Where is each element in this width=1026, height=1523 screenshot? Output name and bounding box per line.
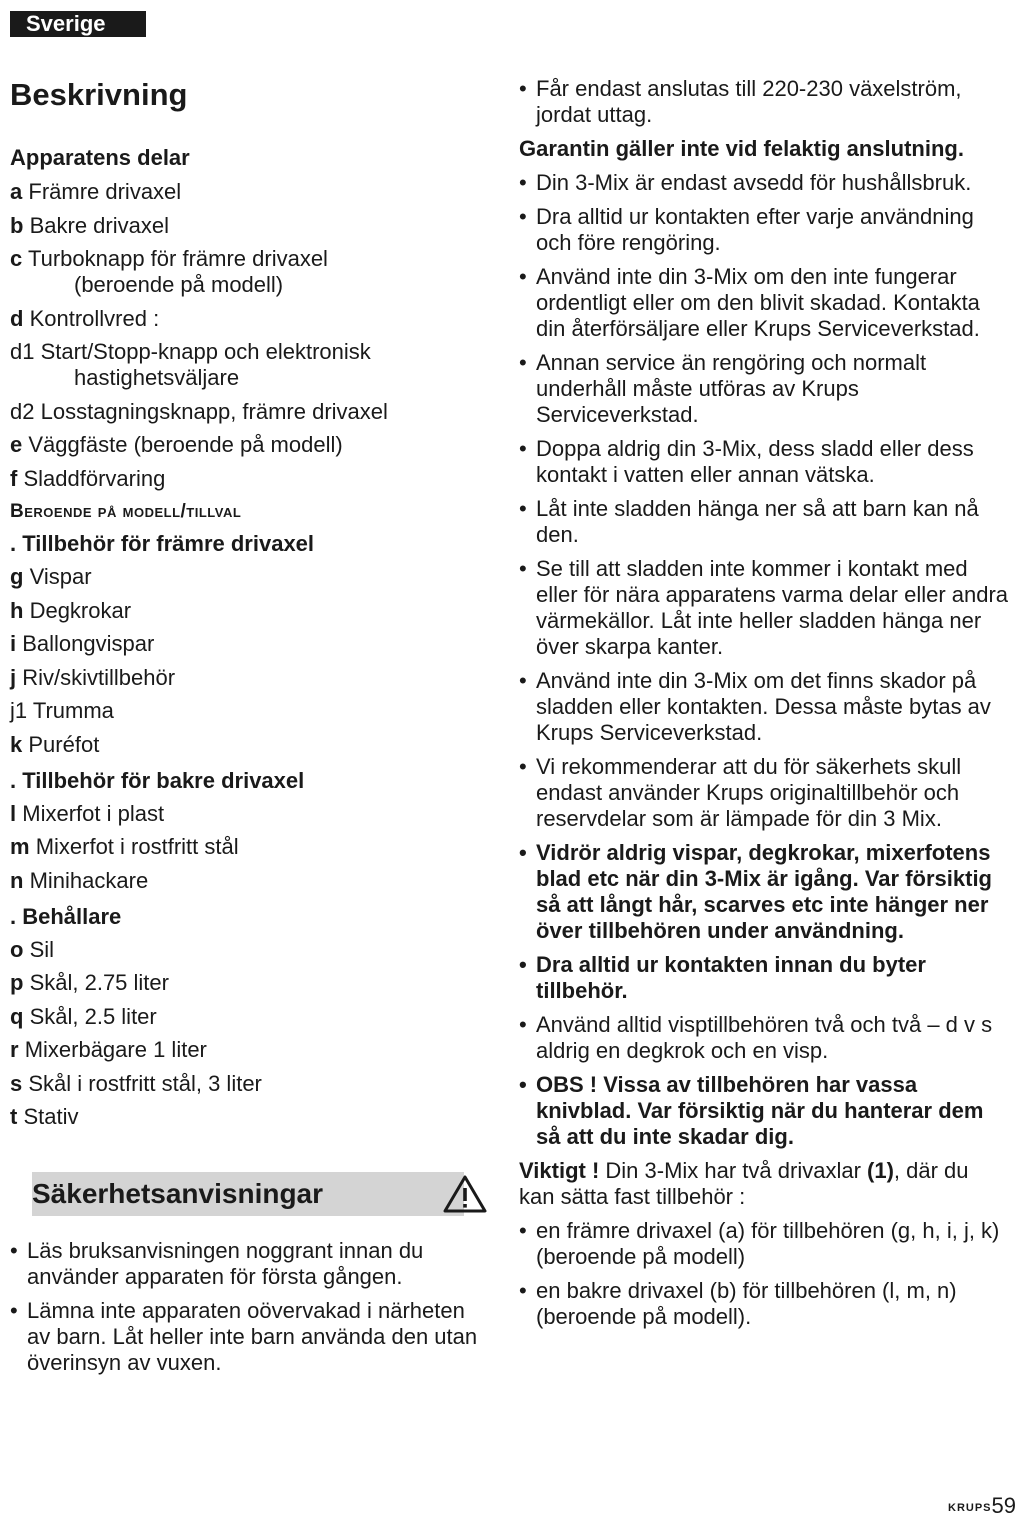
rear-accessories-list xyxy=(10,801,490,894)
front-accessories-heading: . Tillbehör för främre drivaxel xyxy=(10,531,315,556)
parts-heading: Apparatens delar xyxy=(10,145,190,170)
list-item: • Se till att sladden inte kommer i kontakt med eller för nära apparatens varma delar eller andra värmekällor. Låt inte heller sladden hänga ner över skarpa kanter. xyxy=(519,556,1009,660)
list-item: • Dra alltid ur kontakten innan du byter tillbehör. xyxy=(519,952,1009,1004)
list-item: m Mixerfot i rostfritt stål xyxy=(10,834,239,859)
warranty-note: Garantin gäller inte vid felaktig anslutning. xyxy=(519,136,964,161)
drive-shaft-list xyxy=(519,1218,1009,1330)
list-item: a Främre drivaxel xyxy=(10,179,182,204)
list-item: • en främre drivaxel (a) för tillbehören (g, h, i, j, k) (beroende på modell) xyxy=(519,1218,1009,1270)
list-item: n Minihackare xyxy=(10,867,149,893)
list-item: • Använd alltid visptillbehören två och två – d v s aldrig en degkrok och en visp. xyxy=(519,1012,1009,1064)
list-item: • Använd inte din 3-Mix om det finns skador på sladden eller kontakten. Dessa måste bytas av Krups Serviceverkstad. xyxy=(519,668,1009,746)
list-item: • OBS ! Vissa av tillbehören har vassa knivblad. Var försiktig när du hanterar dem så att du inte skadar dig. xyxy=(519,1072,1009,1150)
list-item: d1 Start/Stopp-knapp och elektronisk hastighetsväljare xyxy=(10,339,371,390)
connection-list xyxy=(519,76,1009,128)
page-title: Beskrivning xyxy=(10,77,188,112)
list-item: • Din 3-Mix är endast avsedd för hushållsbruk. xyxy=(519,170,1009,196)
front-accessories-list xyxy=(10,564,490,758)
list-item: • Använd inte din 3-Mix om den inte fungerar ordentligt eller om den blivit skadad. Kontakta din återförsäljare eller Krups Serviceverkstad. xyxy=(519,264,1009,342)
safety-list xyxy=(10,1238,490,1376)
list-item: q Skål, 2.5 liter xyxy=(10,1003,157,1029)
safety-list-continued xyxy=(519,170,1009,1150)
list-item: • Vidrör aldrig vispar, degkrokar, mixerfotens blad etc när din 3-Mix är igång. Var försiktig så att långt hår, scarves etc inte hänger ner över tillbehören under användning. xyxy=(519,840,1009,944)
list-item: • en bakre drivaxel (b) för tillbehören (l, m, n) (beroende på modell). xyxy=(519,1278,1009,1330)
list-item: k Puréfot xyxy=(10,731,100,757)
parts-list xyxy=(10,179,490,492)
list-item: r Mixerbägare 1 liter xyxy=(10,1037,207,1062)
list-item: d Kontrollvred : xyxy=(10,305,160,331)
list-item: • Annan service än rengöring och normalt underhåll måste utföras av Krups Serviceverkstad. xyxy=(519,350,1009,428)
list-item: j1 Trumma xyxy=(10,698,114,723)
brand-logo: KRUPS xyxy=(948,1502,992,1514)
right-column xyxy=(519,76,1009,1338)
list-item: f Sladdförvaring xyxy=(10,465,166,491)
list-item: h Degkrokar xyxy=(10,597,132,623)
important-note: Viktigt ! Din 3-Mix har två drivaxlar (1), där du kan sätta fast tillbehör : xyxy=(519,1158,969,1209)
list-item: j Riv/skivtillbehör xyxy=(10,664,176,690)
language-tab: Sverige xyxy=(10,11,146,37)
list-item: l Mixerfot i plast xyxy=(10,800,165,826)
list-item: b Bakre drivaxel xyxy=(10,212,169,238)
list-item: • Läs bruksanvisningen noggrant innan du använder apparaten för första gången. xyxy=(10,1238,490,1290)
list-item: s Skål i rostfritt stål, 3 liter xyxy=(10,1070,262,1096)
page-footer xyxy=(948,1494,1016,1520)
page-number: 59 xyxy=(991,1493,1016,1518)
list-item: o Sil xyxy=(10,936,55,962)
list-item: e Väggfäste (beroende på modell) xyxy=(10,432,343,457)
list-item: i Ballongvispar xyxy=(10,631,155,656)
containers-list xyxy=(10,937,490,1131)
warning-icon xyxy=(442,1174,488,1214)
left-column xyxy=(10,76,490,1384)
safety-title: Säkerhetsanvisningar xyxy=(32,1178,324,1209)
list-item: t Stativ xyxy=(10,1104,79,1129)
list-item: g Vispar xyxy=(10,564,92,589)
list-item: • Vi rekommenderar att du för säkerhets skull endast använder Krups originaltillbehör och reservdelar som är lämpade för din 3 Mix. xyxy=(519,754,1009,832)
optional-heading: Beroende på modell/tillval xyxy=(10,501,242,522)
list-item: • Doppa aldrig din 3-Mix, dess sladd eller dess kontakt i vatten eller annan vätska. xyxy=(519,436,1009,488)
list-item: c Turboknapp för främre drivaxel (beroende på modell) xyxy=(10,246,328,297)
containers-heading: . Behållare xyxy=(10,903,122,929)
list-item: d2 Losstagningsknapp, främre drivaxel xyxy=(10,398,388,424)
list-item: • Låt inte sladden hänga ner så att barn kan nå den. xyxy=(519,496,1009,548)
list-item: • Dra alltid ur kontakten efter varje användning och före rengöring. xyxy=(519,204,1009,256)
list-item: p Skål, 2.75 liter xyxy=(10,970,169,995)
list-item: • Lämna inte apparaten oövervakad i närheten av barn. Låt heller inte barn använda den utan överinsyn av vuxen. xyxy=(10,1298,490,1376)
list-item: • Får endast anslutas till 220-230 växelström, jordat uttag. xyxy=(519,76,1009,128)
safety-heading-banner xyxy=(32,1172,464,1216)
rear-accessories-heading: . Tillbehör för bakre drivaxel xyxy=(10,767,305,793)
